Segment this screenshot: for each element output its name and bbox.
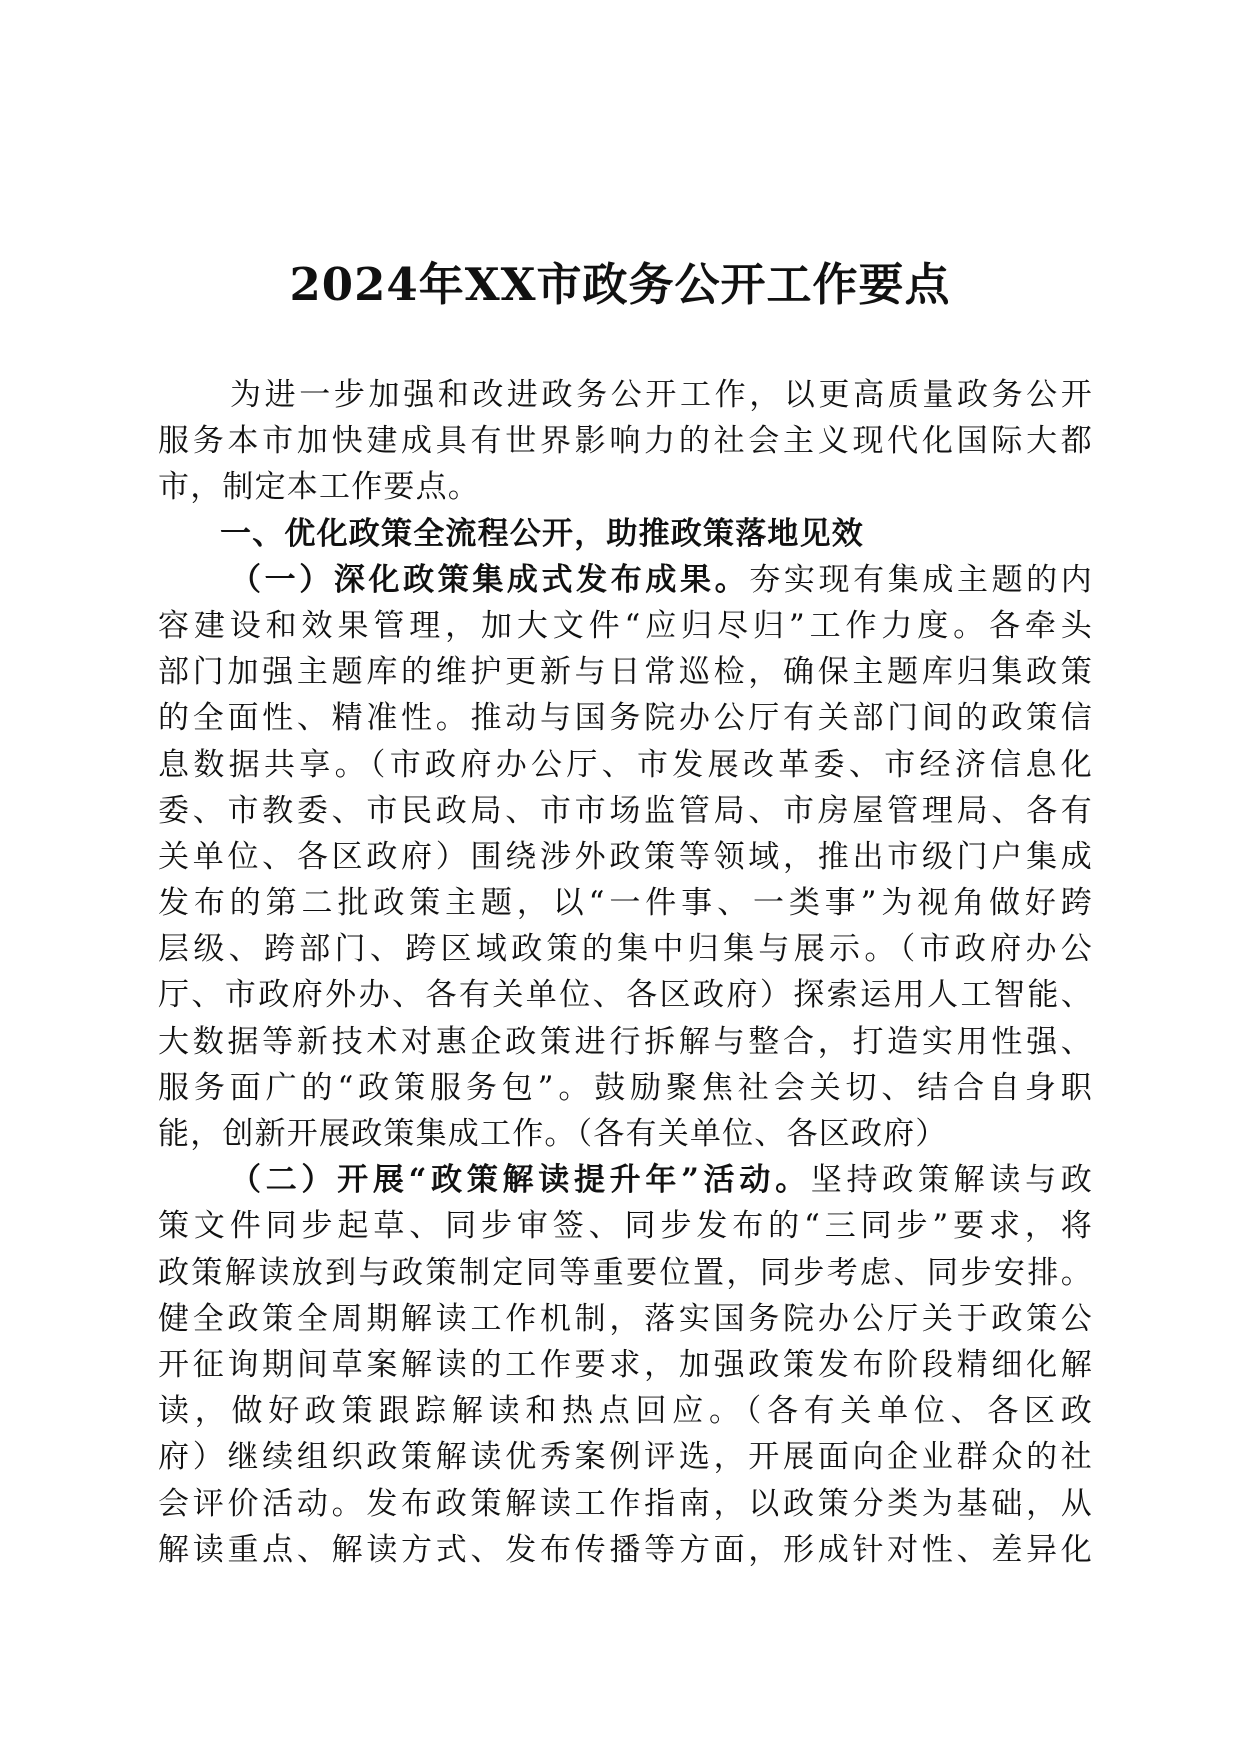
paragraph-line: 大数据等新技术对惠企政策进行拆解与整合，打造实用性强、	[158, 1023, 1093, 1060]
paragraph-line: 开征询期间草案解读的工作要求，加强政策发布阶段精细化解	[158, 1346, 1093, 1383]
paragraph-line: 读，做好政策跟踪解读和热点回应。（各有关单位、各区政	[158, 1393, 1093, 1430]
item-text: 坚持政策解读与政	[810, 1162, 1093, 1199]
paragraph-line: 政策解读放到与政策制定同等重要位置，同步考虑、同步安排。	[158, 1254, 1093, 1291]
section-heading: 一、优化政策全流程公开，助推政策落地见效	[220, 515, 864, 552]
item-text: 夯实现有集成主题的内	[749, 561, 1093, 598]
item-heading: （二）开展“政策解读提升年”活动。	[230, 1162, 811, 1199]
paragraph-line: 层级、跨部门、跨区域政策的集中归集与展示。（市政府办公	[158, 931, 1093, 968]
paragraph-line: 府）继续组织政策解读优秀案例评选，开展面向企业群众的社	[158, 1439, 1093, 1476]
item-first-line	[158, 1157, 1093, 1203]
item-first-line	[158, 557, 1093, 603]
paragraph-line: 策文件同步起草、同步审签、同步发布的“三同步”要求，将	[158, 1208, 1093, 1245]
item-heading: （一）深化政策集成式发布成果。	[230, 561, 750, 598]
paragraph-line: 会评价活动。发布政策解读工作指南，以政策分类为基础，从	[158, 1485, 1093, 1522]
paragraph-line: 解读重点、解读方式、发布传播等方面，形成针对性、差异化	[158, 1531, 1093, 1568]
intro-line: 市，制定本工作要点。	[158, 469, 480, 506]
paragraph-line: 关单位、各区政府）围绕涉外政策等领域，推出市级门户集成	[158, 838, 1093, 875]
intro-line: 为进一步加强和改进政务公开工作，以更高质量政务公开	[230, 377, 1093, 413]
paragraph-line: 委、市教委、市民政局、市市场监管局、市房屋管理局、各有	[158, 792, 1093, 829]
paragraph-line: 容建设和效果管理，加大文件“应归尽归”工作力度。各牵头	[158, 607, 1093, 644]
intro-line: 服务本市加快建成具有世界影响力的社会主义现代化国际大都	[158, 423, 1093, 460]
document-body	[158, 372, 1093, 1573]
paragraph-line: 息数据共享。（市政府办公厅、市发展改革委、市经济信息化	[158, 746, 1093, 783]
paragraph-line: 厅、市政府外办、各有关单位、各区政府）探索运用人工智能、	[158, 977, 1093, 1014]
paragraph-line: 健全政策全周期解读工作机制，落实国务院办公厅关于政策公	[158, 1300, 1093, 1337]
paragraph-line: 的全面性、精准性。推动与国务院办公厅有关部门间的政策信	[158, 700, 1093, 737]
document-title: 2024年XX市政务公开工作要点	[289, 258, 951, 311]
paragraph-line: 能，创新开展政策集成工作。（各有关单位、各区政府）	[158, 1116, 948, 1152]
paragraph-line: 部门加强主题库的维护更新与日常巡检，确保主题库归集政策	[158, 654, 1093, 691]
paragraph-line: 发布的第二批政策主题，以“一件事、一类事”为视角做好跨	[158, 885, 1093, 922]
paragraph-line: 服务面广的“政策服务包”。鼓励聚焦社会关切、结合自身职	[158, 1069, 1093, 1106]
